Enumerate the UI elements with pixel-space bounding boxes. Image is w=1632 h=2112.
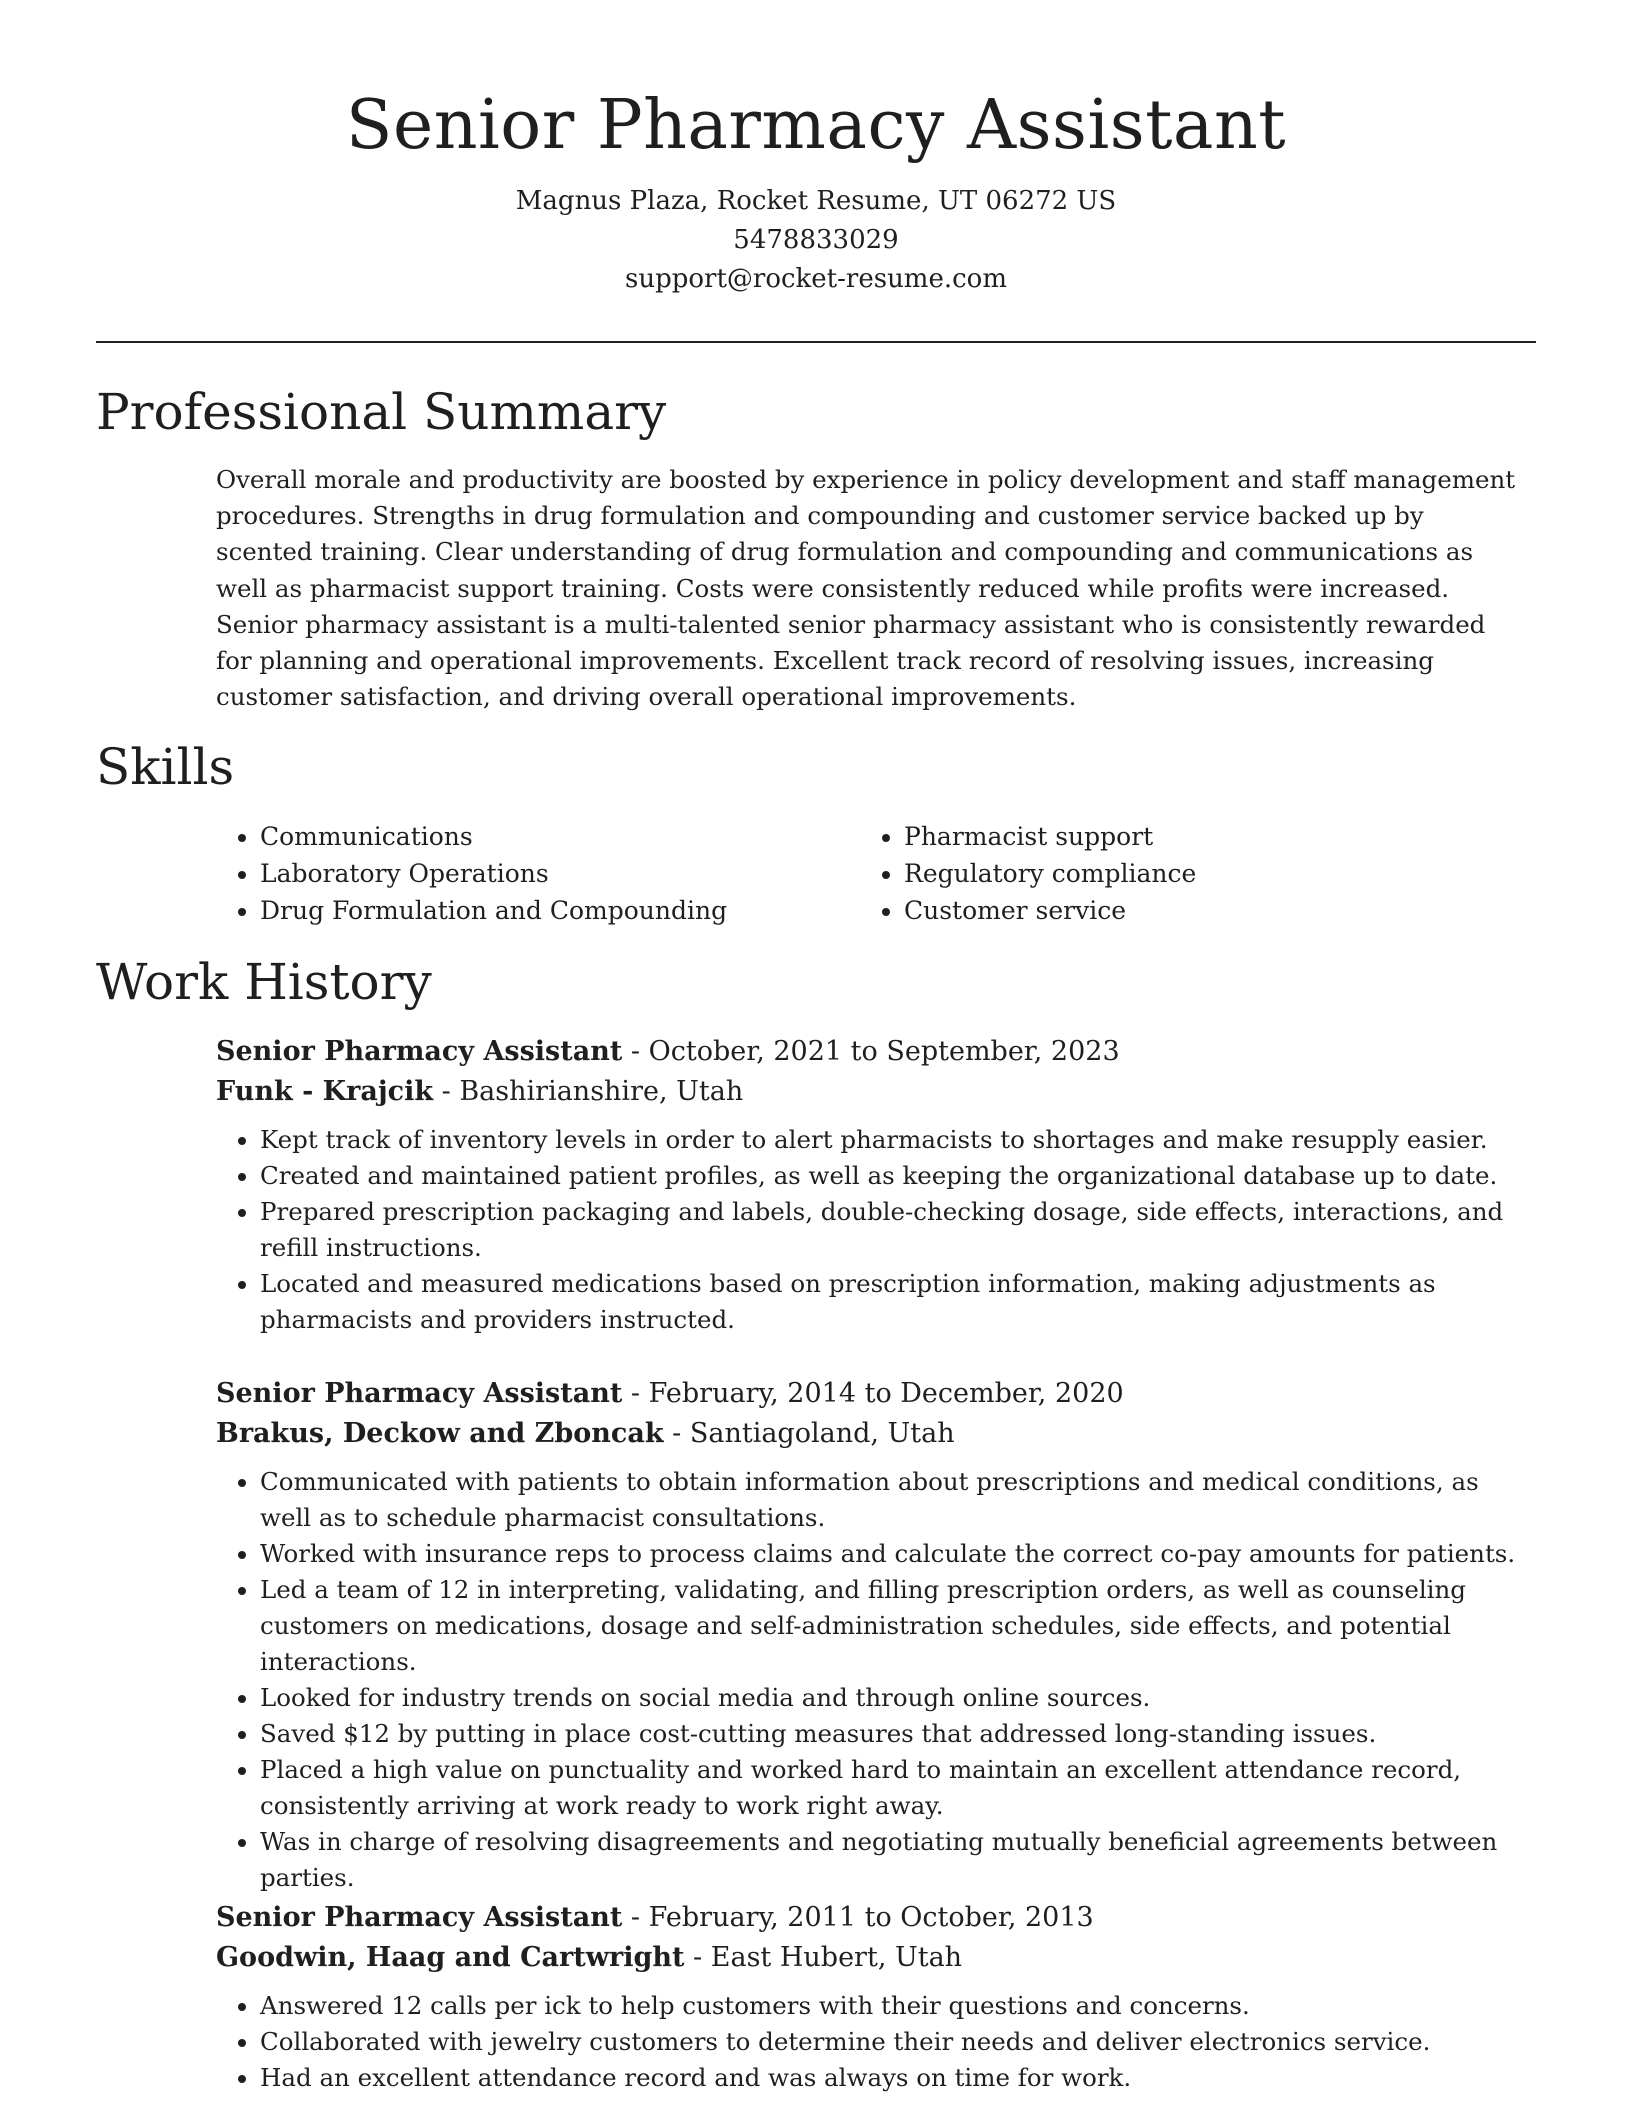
job-role: Senior Pharmacy Assistant xyxy=(216,1036,623,1067)
skill-item: • Regulatory compliance xyxy=(904,855,1504,892)
job-bullet: • Communicated with patients to obtain information about prescriptions and medical conditions, as well as to schedule pharmacist consultations. xyxy=(260,1464,1536,1536)
job-bullet: • Located and measured medications based on prescription information, making adjustments as pharmacists and providers instructed. xyxy=(260,1266,1536,1338)
job-company-line: Funk - Krajcik - Bashirianshire, Utah xyxy=(216,1076,744,1107)
job-entry xyxy=(216,1374,1536,1896)
contact-address: Magnus Plaza, Rocket Resume, UT 06272 US xyxy=(515,186,1117,216)
work-history-heading: Work History xyxy=(96,953,432,1011)
job-role: Senior Pharmacy Assistant xyxy=(216,1378,623,1409)
job-company-line: Brakus, Deckow and Zboncak - Santiagoland, Utah xyxy=(216,1418,955,1449)
job-title-line: Senior Pharmacy Assistant - February, 2011 to October, 2013 xyxy=(216,1902,1094,1933)
job-dates: October, 2021 to September, 2023 xyxy=(648,1036,1120,1067)
contact-email: support@rocket-resume.com xyxy=(624,264,1007,294)
job-bullet: • Saved $12 by putting in place cost-cutting measures that addressed long-standing issues. xyxy=(260,1716,1536,1752)
job-bullet: • Placed a high value on punctuality and worked hard to maintain an excellent attendance record, consistently arriving at work ready to work right away. xyxy=(260,1752,1536,1824)
summary-text: Overall morale and productivity are boosted by experience in policy development and staff management procedures. Strengths in drug formulation and compounding and customer service backed up by scented training. Clear understanding of drug formulation and compounding and communications as well as pharmacist support training. Costs were consistently reduced while profits were increased. Senior pharmacy assistant is a multi-talented senior pharmacy assistant who is consistently rewarded for planning and operational improvements. Excellent track record of resolving issues, increasing customer satisfaction, and driving overall operational improvements. xyxy=(216,465,1516,712)
job-bullet: • Had an excellent attendance record and was always on time for work. xyxy=(260,2060,1536,2096)
job-location: Bashirianshire, Utah xyxy=(459,1076,744,1107)
skills-column-left xyxy=(216,818,860,929)
skill-item: • Drug Formulation and Compounding xyxy=(260,892,860,929)
job-bullets xyxy=(216,1122,1536,1338)
job-bullet: • Created and maintained patient profiles, as well as keeping the organizational database up to date. xyxy=(260,1158,1536,1194)
job-bullets xyxy=(216,1988,1536,2096)
job-entry xyxy=(216,1032,1536,1338)
candidate-title: Senior Pharmacy Assistant xyxy=(345,86,1287,165)
job-bullet: • Prepared prescription packaging and labels, double-checking dosage, side effects, interactions, and refill instructions. xyxy=(260,1194,1536,1266)
job-bullet: • Was in charge of resolving disagreements and negotiating mutually beneficial agreements between parties. xyxy=(260,1824,1536,1896)
job-bullet: • Collaborated with jewelry customers to determine their needs and deliver electronics service. xyxy=(260,2024,1536,2060)
contact-info xyxy=(0,182,1632,299)
job-location: East Hubert, Utah xyxy=(710,1942,963,1973)
skills-heading: Skills xyxy=(96,738,235,796)
skill-item: • Pharmacist support xyxy=(904,818,1504,855)
contact-phone: 5478833029 xyxy=(733,225,899,255)
job-title-line: Senior Pharmacy Assistant - October, 2021 to September, 2023 xyxy=(216,1036,1120,1067)
job-entry xyxy=(216,1898,1536,2096)
skill-item: • Communications xyxy=(260,818,860,855)
job-location: Santiagoland, Utah xyxy=(689,1418,955,1449)
job-bullet: • Worked with insurance reps to process claims and calculate the correct co-pay amounts for patients. xyxy=(260,1536,1536,1572)
job-bullet: • Looked for industry trends on social media and through online sources. xyxy=(260,1680,1536,1716)
job-bullet: • Answered 12 calls per ick to help customers with their questions and concerns. xyxy=(260,1988,1536,2024)
job-company: Funk - Krajcik xyxy=(216,1076,434,1107)
job-title-line: Senior Pharmacy Assistant - February, 2014 to December, 2020 xyxy=(216,1378,1124,1409)
job-company: Goodwin, Haag and Cartwright xyxy=(216,1942,685,1973)
job-bullets xyxy=(216,1464,1536,1896)
resume-header xyxy=(0,0,1632,299)
skills-list xyxy=(216,818,1536,929)
job-dates: February, 2011 to October, 2013 xyxy=(648,1902,1094,1933)
job-dates: February, 2014 to December, 2020 xyxy=(648,1378,1124,1409)
job-bullet: • Led a team of 12 in interpreting, validating, and filling prescription orders, as well as counseling customers on medications, dosage and self-administration schedules, side effects, and potential interactions. xyxy=(260,1572,1536,1680)
job-role: Senior Pharmacy Assistant xyxy=(216,1902,623,1933)
skills-column-right xyxy=(860,818,1504,929)
summary-heading: Professional Summary xyxy=(96,383,667,441)
job-bullet: • Kept track of inventory levels in order to alert pharmacists to shortages and make resupply easier. xyxy=(260,1122,1536,1158)
header-divider xyxy=(96,341,1536,343)
skill-item: • Customer service xyxy=(904,892,1504,929)
job-company-line: Goodwin, Haag and Cartwright - East Hubert, Utah xyxy=(216,1942,963,1973)
skill-item: • Laboratory Operations xyxy=(260,855,860,892)
job-company: Brakus, Deckow and Zboncak xyxy=(216,1418,664,1449)
